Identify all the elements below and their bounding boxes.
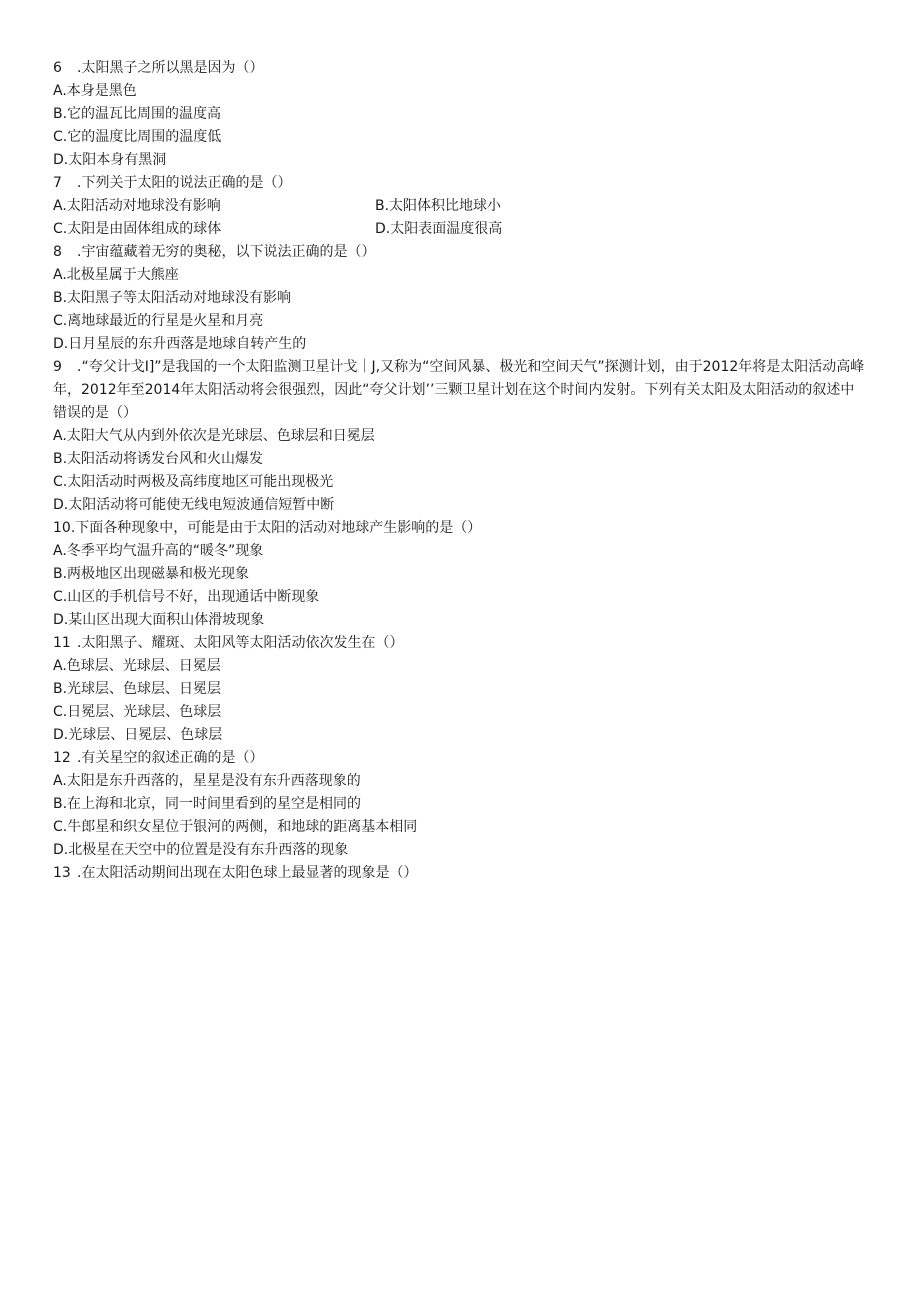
question-number: 11	[53, 635, 71, 651]
question-number: 7	[53, 175, 62, 191]
question-text: .下列关于太阳的说法正确的是（）	[77, 175, 292, 191]
question-11-stem	[53, 632, 868, 655]
question-9-stem	[53, 356, 868, 425]
question-list	[53, 57, 868, 885]
question-number: 8	[53, 244, 62, 260]
option: D.太阳表面温度很高	[375, 221, 503, 237]
option: C.它的温度比周围的温度低	[53, 129, 222, 145]
option: D.日月星辰的东升西落是地球自转产生的	[53, 336, 307, 352]
question-number: 13	[53, 865, 71, 881]
option: A.色球层、光球层、日冕层	[53, 658, 221, 674]
option: C.牛郎星和织女星位于银河的两侧，和地球的距离基本相同	[53, 819, 418, 835]
option: D.太阳活动将可能使无线电短波通信短暂中断	[53, 497, 335, 513]
option: B.两极地区出现磁暴和极光现象	[53, 566, 250, 582]
option-row	[53, 218, 868, 241]
option: C.离地球最近的行星是火星和月亮	[53, 313, 264, 329]
question-number: 10	[53, 520, 71, 536]
option: B.太阳黑子等太阳活动对地球没有影响	[53, 290, 292, 306]
option: A.太阳是东升西落的，星星是没有东升西落现象的	[53, 773, 361, 789]
question-number: 9	[53, 359, 62, 375]
option: C.日冕层、光球层、色球层	[53, 704, 222, 720]
option: D.某山区出现大面积山体滑坡现象	[53, 612, 265, 628]
question-text: .“夸父计戈I]”是我国的一个太阳监测卫星计戈｜J,又称为“空间风暴、极光和空间天气”探测计划，由于2012年将是太阳活动高峰年，2012年至2014年太阳活动将会很强烈，因此“夸父计划’’三颗卫星计划在这个时间内发射。下列有关太阳及太阳活动的叙述中错误的是（）	[53, 359, 865, 421]
option: B.光球层、色球层、日冕层	[53, 681, 222, 697]
option: A.本身是黑色	[53, 83, 137, 99]
option: B.在上海和北京，同一时间里看到的星空是相同的	[53, 796, 362, 812]
option: D.太阳本身有黑洞	[53, 152, 167, 168]
question-number: 12	[53, 750, 71, 766]
option: A.冬季平均气温升高的“暖冬”现象	[53, 543, 264, 559]
question-6-stem	[53, 57, 868, 80]
option: D.光球层、日冕层、色球层	[53, 727, 223, 743]
question-12-stem	[53, 747, 868, 770]
option: C.太阳是由固体组成的球体	[53, 221, 222, 237]
question-text: .太阳黑子之所以黑是因为（）	[77, 60, 264, 76]
option-row	[53, 195, 868, 218]
option: B.它的温瓦比周围的温度高	[53, 106, 222, 122]
question-text: .有关星空的叙述正确的是（）	[77, 750, 264, 766]
question-text: .下面各种现象中，可能是由于太阳的活动对地球产生影响的是（）	[70, 520, 482, 536]
option: A.太阳活动对地球没有影响	[53, 198, 221, 214]
option: B.太阳体积比地球小	[375, 198, 502, 214]
option: D.北极星在天空中的位置是没有东升西落的现象	[53, 842, 349, 858]
option: C.山区的手机信号不好，出现通话中断现象	[53, 589, 320, 605]
question-text: .宇宙蕴藏着无穷的奥秘，以下说法正确的是（）	[77, 244, 376, 260]
option: A.太阳大气从内到外依次是光球层、色球层和日冕层	[53, 428, 375, 444]
option: A.北极星属于大熊座	[53, 267, 179, 283]
question-text: .在太阳活动期间出现在太阳色球上最显著的现象是（）	[77, 865, 418, 881]
question-7-stem	[53, 172, 868, 195]
option: C.太阳活动时两极及高纬度地区可能出现极光	[53, 474, 334, 490]
question-13-stem	[53, 862, 868, 885]
question-text: .太阳黑子、耀斑、太阳风等太阳活动依次发生在（）	[77, 635, 404, 651]
question-8-stem	[53, 241, 868, 264]
question-number: 6	[53, 60, 62, 76]
option: B.太阳活动将诱发台风和火山爆发	[53, 451, 264, 467]
question-10-stem	[53, 517, 868, 540]
